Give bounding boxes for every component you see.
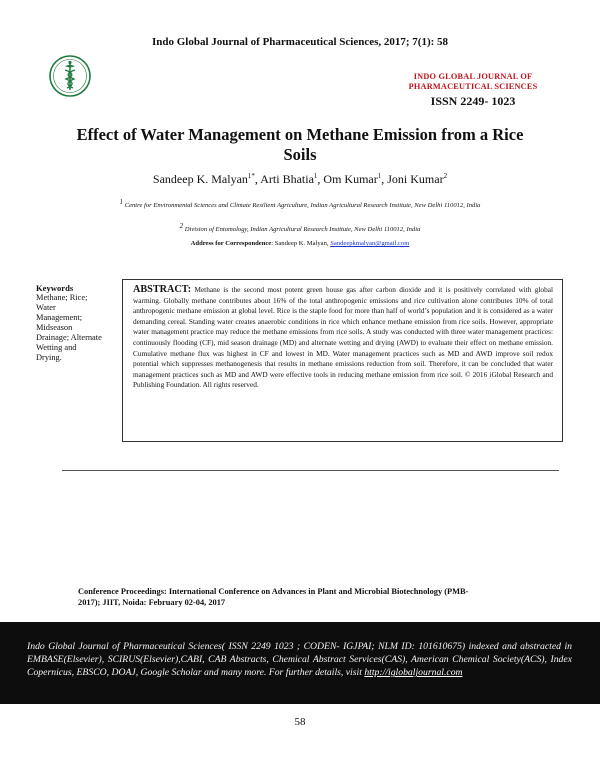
journal-logo (48, 54, 92, 98)
correspondence-email-link[interactable]: Sandeepkmalyan@gmail.com (330, 240, 410, 247)
author-list (0, 172, 600, 187)
journal-name-line2: PHARMACEUTICAL SCIENCES (408, 82, 538, 91)
affiliation-mark: 2 (179, 222, 184, 230)
affiliation-text: Division of Entomology, Indian Agricultural Research Institute, New Delhi 110012, India (184, 226, 421, 234)
keywords-heading: Keywords (36, 283, 74, 293)
keyword-line: Wetting and (36, 343, 77, 352)
author-separator: , (381, 172, 388, 186)
indexing-footer (27, 640, 572, 680)
journal-website-link[interactable]: http://iglobaljournal.com (364, 667, 463, 679)
abstract-box (122, 279, 563, 442)
author-affiliation-mark: 1* (247, 172, 255, 180)
keyword-line: Drying. (36, 353, 62, 362)
title-line-2: Soils (283, 145, 317, 164)
abstract-text: Methane is the second most potent green house gas after carbon dioxide and it is positively correlated with global warming. Globally methane contributes about 16% of the total anthropogenic emissions and rice cultivation alone contributes 10% of total anthropogenic methane emission at global level. Rice is the staple food for more than half of world’s population and it is considered as a water demanding cereal. Standing water creates anaerobic conditions in rice which enhance methane emission from rice soils. However, appropriate water management practice may reduce the methane emissions from rice soils. A study was conducted with three water management practices: continuously flooding (CF), mid season drainage (MD) and alternate wetting and drying (AWD) to evaluate their effect on methane emission. Cumulative methane flux was highest in CF and lowest in MD. Water management practices such as MD and AWD improve soil redox potential which suppresses methanogenesis that results in methane emissions reduction from soil. Therefore, it can be concluded that water management practices such as MD and AWD were effective tools in reducing methane emission from rice soil. © 2016 iGlobal Research and Publishing Foundation. All rights reserved. (133, 285, 553, 390)
keywords-section (36, 283, 120, 363)
keyword-line: Water (36, 303, 56, 312)
author-affiliation-mark: 1 (377, 172, 382, 180)
author-name: Om Kumar (323, 172, 378, 186)
keyword-line: Management; (36, 313, 83, 322)
affiliation-2 (0, 222, 600, 233)
indexing-text: Indo Global Journal of Pharmaceutical Sciences( ISSN 2249 1023 ; CODEN- IGJPAI; NLM ID: 101610675) indexed and abstracted in EMBASE(Elsevier), SCIRUS(Elsevier),CABI, CAB Abstracts, Chemical Abstract Services(CAS), American Chemical Society(ACS), Index Copernicus, EBSCO, DOAJ, Google Scholar and many more. For further details, visit (27, 641, 572, 679)
author-affiliation-mark: 2 (443, 172, 448, 180)
conference-line-2: 2017); JIIT, Noida: February 02-04, 2017 (78, 598, 226, 607)
running-header: Indo Global Journal of Pharmaceutical Sciences, 2017; 7(1): 58 (151, 36, 449, 48)
author-name: Sandeep K. Malyan (152, 172, 248, 186)
keyword-line: Drainage; Alternate (36, 333, 102, 342)
correspondence-name: : Sandeep K. Malyan, (271, 240, 331, 247)
affiliation-1 (0, 198, 600, 209)
keyword-line: Midseason (36, 323, 73, 332)
correspondence-address (0, 240, 600, 247)
author-separator: , (254, 172, 261, 186)
author-affiliation-mark: 1 (313, 172, 318, 180)
conference-line-1: Conference Proceedings: International Conference on Advances in Plant and Microbial Biotechnology (PMB- (78, 587, 469, 596)
affiliation-text: Centre for Environmental Sciences and Climate Resilient Agriculture, Indian Agricultural Research Institute, New Delhi 110012, India (124, 202, 481, 210)
author-name: Arti Bhatia (260, 172, 314, 186)
paper-title (40, 125, 560, 165)
keyword-line: Methane; Rice; (36, 293, 88, 302)
journal-issn: ISSN 2249- 1023 (430, 94, 516, 108)
author-name: Joni Kumar (387, 172, 444, 186)
caduceus-emblem-icon (48, 54, 92, 98)
affiliation-mark: 1 (119, 198, 124, 206)
author-separator: , (317, 172, 324, 186)
abstract-heading: ABSTRACT: (133, 284, 192, 295)
conference-proceedings (78, 586, 550, 608)
journal-info (398, 72, 548, 109)
title-line-1: Effect of Water Management on Methane Emission from a Rice (76, 125, 524, 144)
section-divider (62, 470, 559, 471)
page-number: 58 (294, 716, 306, 728)
correspondence-label: Address for Correspondence (190, 240, 272, 247)
journal-name-line1: INDO GLOBAL JOURNAL OF (413, 72, 533, 81)
